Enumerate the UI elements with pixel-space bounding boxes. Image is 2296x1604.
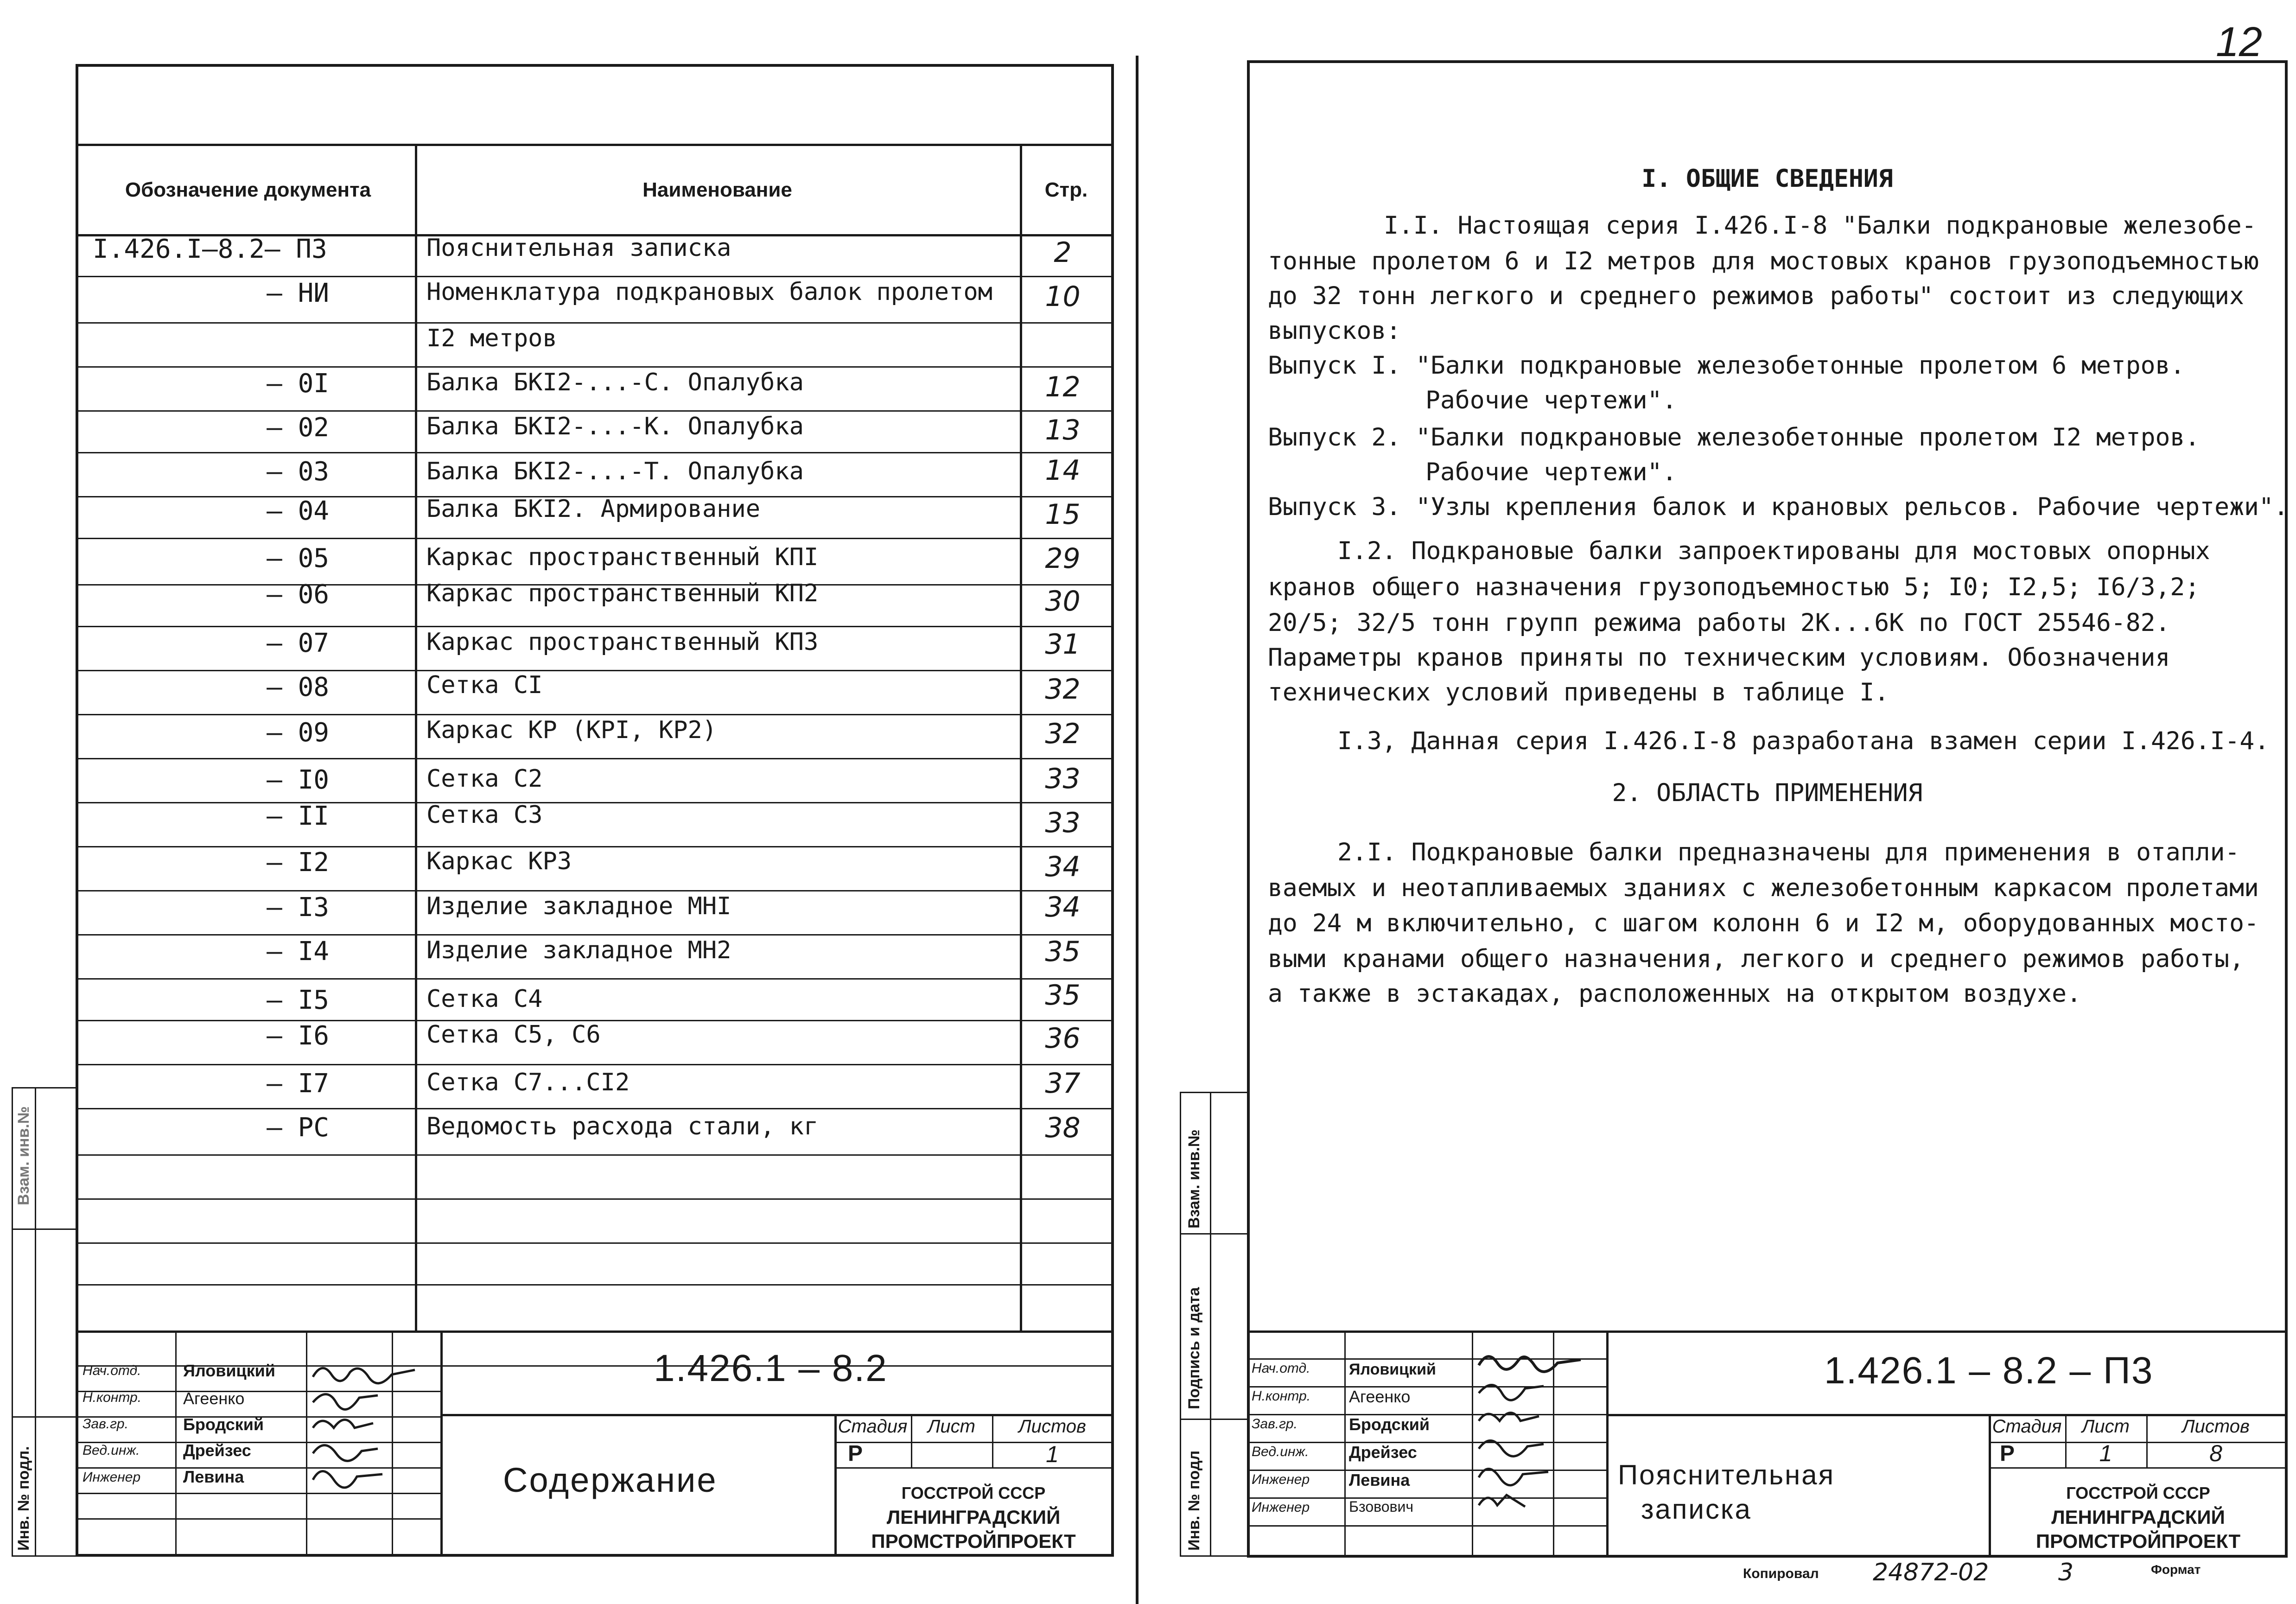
- row-code: – 07: [267, 628, 329, 658]
- paragraph-2-1: ваемых и неотапливаемых зданиях с железобетонным каркасом пролетами: [1268, 874, 2259, 902]
- organization: [1989, 1481, 2288, 1553]
- org-line: ЛЕНИНГРАДСКИЙ: [886, 1506, 1061, 1528]
- org-line: ПРОМСТРОЙПРОЕКТ: [2035, 1530, 2241, 1552]
- table-header-name: Наименование: [642, 178, 792, 201]
- row-name: Каркас пространственный КПI: [426, 543, 819, 571]
- sheet-value: 1: [2099, 1440, 2112, 1466]
- row-code: – I0: [267, 765, 329, 795]
- issue-line: Выпуск 2. "Балки подкрановые железобетонные пролетом I2 метров.: [1268, 423, 2200, 452]
- stamp-role: Н.контр.: [83, 1390, 142, 1405]
- document-code: 1.426.1 – 8.2 – П3: [1824, 1349, 2154, 1392]
- row-code: – 0I: [267, 369, 329, 399]
- sheet-title-line: Пояснительная: [1618, 1459, 1835, 1490]
- signature-icon: [1474, 1347, 1585, 1518]
- row-code: – 06: [267, 579, 329, 610]
- issue-line: Выпуск I. "Балки подкрановые железобетонные пролетом 6 метров.: [1268, 351, 2185, 380]
- footer-copy-number: 3: [2058, 1559, 2074, 1586]
- row-page: 34: [1045, 891, 1081, 923]
- row-name: Балка БКI2-...-С. Опалубка: [426, 369, 804, 396]
- row-page: 14: [1045, 454, 1081, 487]
- stamp-name: Дрейзес: [183, 1441, 251, 1460]
- table-header-code: Обозначение документа: [125, 178, 371, 201]
- paragraph-2-1: а также в эстакадах, расположенных на открытом воздухе.: [1268, 980, 2081, 1008]
- org-line: ПРОМСТРОЙПРОЕКТ: [871, 1530, 1076, 1552]
- paragraph-1-2: 20/5; 32/5 тонн групп режима работы 2К...6К по ГОСТ 25546-82.: [1268, 609, 2170, 637]
- paragraph-1-2: технических условий приведены в таблице I.: [1268, 678, 1889, 707]
- row-name: Изделие закладное МНI: [426, 892, 731, 920]
- stamp-role: Н.контр.: [1252, 1388, 1311, 1404]
- stage-label: Стадия: [838, 1416, 908, 1437]
- row-name: Сетка С2: [426, 765, 543, 793]
- row-name: Сетка СI: [426, 671, 543, 699]
- footer-order-number: 24872-02: [1873, 1559, 1989, 1586]
- row-name: Сетка С3: [426, 801, 543, 829]
- row-code: – 02: [267, 413, 329, 443]
- row-name: Балка БКI2-...-Т. Опалубка: [426, 458, 804, 485]
- row-name: Сетка С4: [426, 985, 543, 1013]
- org-line: ГОССТРОЙ СССР: [2066, 1483, 2210, 1502]
- stamp-role: Нач.отд.: [1252, 1361, 1310, 1376]
- row-name: Балка БКI2-...-К. Опалубка: [426, 413, 804, 440]
- row-code: – 03: [267, 457, 329, 487]
- row-page: 33: [1045, 763, 1081, 795]
- paragraph-1-2: кранов общего назначения грузоподъемностью 5; I0; I2,5; I6/3,2;: [1268, 573, 2200, 601]
- org-line: ГОССТРОЙ СССР: [901, 1483, 1046, 1502]
- margin-label-podp: Подпись и дата: [1185, 1287, 1203, 1409]
- sheet-title: [1618, 1458, 1835, 1527]
- row-page: 2: [1054, 236, 1072, 269]
- row-name: Изделие закладное МН2: [426, 936, 731, 964]
- stamp-role: Зав.гр.: [83, 1416, 128, 1432]
- stamp-role: Инженер: [83, 1470, 141, 1485]
- row-page: 29: [1045, 542, 1081, 575]
- org-line: ЛЕНИНГРАДСКИЙ: [2051, 1506, 2225, 1528]
- row-page: 32: [1045, 718, 1081, 750]
- row-code: – 05: [267, 543, 329, 573]
- row-code: – I4: [267, 936, 329, 967]
- page-number: 12: [2216, 19, 2263, 65]
- section-heading-1: I. ОБЩИЕ СВЕДЕНИЯ: [1641, 165, 1893, 193]
- stamp-name: Агеенко: [1349, 1387, 1411, 1406]
- row-code: – I7: [267, 1069, 329, 1099]
- row-code: – 09: [267, 718, 329, 748]
- row-page: 33: [1045, 807, 1081, 839]
- stamp-name: Яловицкий: [183, 1361, 275, 1380]
- row-page: 35: [1045, 979, 1081, 1012]
- row-page: 10: [1045, 280, 1081, 313]
- margin-label-inv: Инв. № подл: [1185, 1450, 1203, 1551]
- row-name: Каркас КР (КРI, КР2): [426, 716, 717, 744]
- footer-copied-label: Копировал: [1743, 1566, 1819, 1581]
- paragraph-2-1: до 24 м включительно, с шагом колонн 6 и I2 м, оборудованных мосто-: [1268, 909, 2259, 937]
- paragraph-1-1: I.I. Настоящая серия I.426.I-8 "Балки подкрановые железобе-: [1384, 211, 2257, 240]
- row-code: I.426.I–8.2– ПЗ: [93, 234, 327, 264]
- row-name: Каркас КР3: [426, 847, 572, 875]
- issue-line: Рабочие чертежи".: [1425, 386, 1677, 414]
- margin-label-inv: Инв. № подл.: [15, 1446, 32, 1551]
- paragraph-1-1: тонные пролетом 6 и I2 метров для мостовых кранов грузоподъемностью: [1268, 247, 2259, 275]
- margin-label-vzam: Взам. инв.№: [1185, 1129, 1203, 1228]
- row-page: 15: [1045, 498, 1081, 531]
- signature-icon: [308, 1358, 429, 1497]
- sheets-value: 8: [2209, 1440, 2222, 1466]
- sheets-label: Листов: [2182, 1416, 2250, 1437]
- sheet-label: Лист: [2082, 1416, 2130, 1437]
- table-header-page: Стр.: [1044, 178, 1088, 201]
- paragraph-1-2: Параметры кранов приняты по техническим условиям. Обозначения: [1268, 643, 2170, 672]
- row-code: – 08: [267, 672, 329, 702]
- row-name: Каркас пространственный КП3: [426, 628, 819, 656]
- stamp-role: Вед.инж.: [83, 1443, 140, 1458]
- stamp-name: Левина: [1349, 1470, 1410, 1489]
- issue-line: Выпуск 3. "Узлы крепления балок и крановых рельсов. Рабочие чертежи".: [1268, 493, 2289, 521]
- row-name: I2 метров: [426, 325, 557, 352]
- stamp-role: Зав.гр.: [1252, 1416, 1297, 1432]
- paragraph-1-3: I.3, Данная серия I.426.I-8 разработана взамен серии I.426.I-4.: [1337, 727, 2270, 755]
- stamp-name: Яловицкий: [1349, 1361, 1436, 1378]
- sheets-label: Листов: [1018, 1416, 1086, 1437]
- stage-value: Р: [1999, 1441, 2015, 1466]
- row-page: 34: [1045, 851, 1081, 883]
- stamp-name: Бродский: [1349, 1415, 1430, 1434]
- stamp-role: Инженер: [1252, 1500, 1310, 1515]
- footer-format-label: Формат: [2151, 1562, 2201, 1577]
- sheet-label: Лист: [928, 1416, 975, 1437]
- stamp-name: Дрейзес: [1349, 1443, 1417, 1462]
- row-name: Каркас пространственный КП2: [426, 579, 819, 607]
- paragraph-1-1: выпусков:: [1268, 317, 1401, 345]
- stamp-role: Нач.отд.: [83, 1363, 141, 1378]
- row-page: 12: [1045, 371, 1081, 403]
- row-page: 35: [1045, 936, 1081, 968]
- organization: [834, 1481, 1113, 1553]
- row-code: – I5: [267, 985, 329, 1015]
- row-page: 37: [1045, 1067, 1081, 1100]
- row-name: Ведомость расхода стали, кг: [426, 1113, 819, 1140]
- paragraph-1-1: до 32 тонн легкого и среднего режимов работы" состоит из следующих: [1268, 282, 2244, 310]
- margin-label-vzam: Взам. инв.№: [15, 1106, 32, 1205]
- row-code: – I6: [267, 1021, 329, 1051]
- paragraph-2-1: выми кранами общего назначения, легкого и среднего режимов работы,: [1268, 945, 2244, 973]
- paragraph-2-1: 2.I. Подкрановые балки предназначены для применения в отапли-: [1337, 838, 2240, 866]
- row-code: – 04: [267, 496, 329, 526]
- sheets-value: 1: [1046, 1441, 1059, 1467]
- page-divider: [1136, 56, 1138, 1604]
- row-page: 32: [1045, 673, 1081, 706]
- stamp-role: Инженер: [1252, 1472, 1310, 1487]
- row-code: – НИ: [267, 278, 329, 308]
- row-name: Сетка С7...СI2: [426, 1069, 630, 1096]
- row-code: – I3: [267, 892, 329, 923]
- stamp-name: Агеенко: [183, 1389, 245, 1408]
- stage-label: Стадия: [1992, 1416, 2062, 1437]
- stamp-name: Бродский: [183, 1415, 264, 1434]
- row-page: 31: [1045, 628, 1081, 661]
- stage-value: Р: [847, 1441, 863, 1466]
- stamp-name: Левина: [183, 1467, 244, 1486]
- row-page: 30: [1045, 585, 1081, 617]
- row-name: Номенклатура подкрановых балок пролетом: [426, 278, 992, 306]
- stamp-name: Бзовович: [1349, 1498, 1414, 1515]
- stamp-role: Вед.инж.: [1252, 1444, 1309, 1459]
- row-page: 36: [1045, 1022, 1081, 1055]
- sheet-title: Содержание: [503, 1461, 718, 1499]
- document-code: 1.426.1 – 8.2: [654, 1347, 888, 1389]
- row-code: – II: [267, 801, 329, 831]
- paragraph-1-2: I.2. Подкрановые балки запроектированы для мостовых опорных: [1337, 537, 2210, 565]
- row-code: – РС: [267, 1113, 329, 1143]
- issue-line: Рабочие чертежи".: [1425, 458, 1677, 486]
- sheet-title-line: записка: [1641, 1494, 1752, 1525]
- row-name: Пояснительная записка: [426, 234, 731, 262]
- row-name: Балка БКI2. Армирование: [426, 495, 761, 523]
- row-code: – I2: [267, 847, 329, 878]
- row-name: Сетка С5, С6: [426, 1021, 601, 1049]
- section-heading-2: 2. ОБЛАСТЬ ПРИМЕНЕНИЯ: [1612, 779, 1923, 807]
- row-page: 38: [1045, 1112, 1081, 1144]
- row-page: 13: [1045, 414, 1081, 446]
